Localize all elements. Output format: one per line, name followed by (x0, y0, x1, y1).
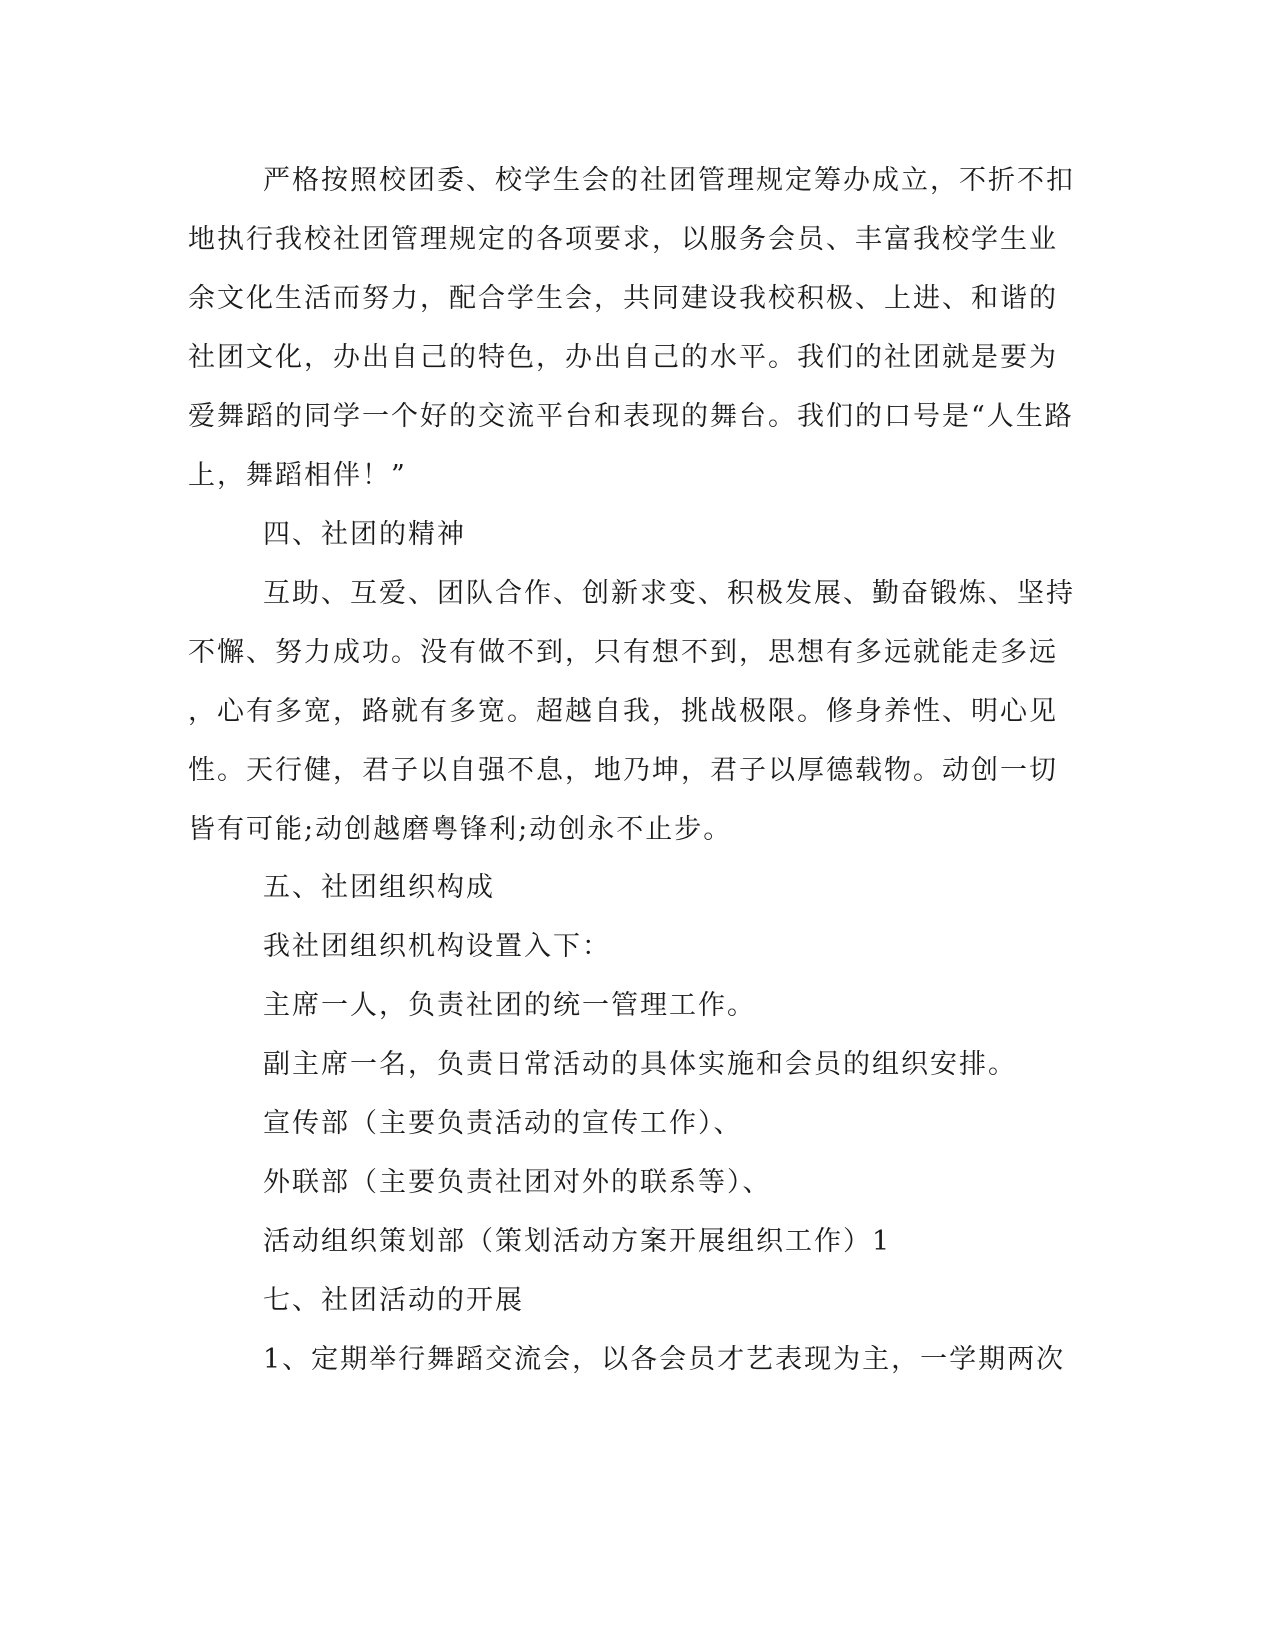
section-heading: 四、社团的精神 (263, 519, 466, 550)
paragraph-line: 1、定期举行舞蹈交流会，以各会员才艺表现为主，一学期两次 (263, 1344, 1066, 1375)
paragraph-line: 余文化生活而努力，配合学生会，共同建设我校积极、上进、和谐的 (188, 283, 1058, 314)
paragraph-line: 爱舞蹈的同学一个好的交流平台和表现的舞台。我们的口号是“人生路 (188, 401, 1074, 432)
list-item: 主席一人，负责社团的统一管理工作。 (263, 990, 756, 1021)
list-item: 副主席一名，负责日常活动的具体实施和会员的组织安排。 (263, 1049, 1017, 1080)
paragraph-line: 我社团组织机构设置入下： (263, 931, 611, 962)
list-item: 宣传部（主要负责活动的宣传工作）、 (263, 1108, 743, 1139)
paragraph-line: 不懈、努力成功。没有做不到，只有想不到，思想有多远就能走多远 (188, 637, 1058, 668)
list-item: 外联部（主要负责社团对外的联系等）、 (263, 1167, 772, 1198)
paragraph-line: 互助、互爱、团队合作、创新求变、积极发展、勤奋锻炼、坚持 (263, 578, 1075, 609)
paragraph-line: 严格按照校团委、校学生会的社团管理规定筹办成立，不折不扣 (263, 165, 1075, 196)
paragraph-line: 社团文化，办出自己的特色，办出自己的水平。我们的社团就是要为 (188, 342, 1058, 373)
paragraph-line: 性。天行健，君子以自强不息，地乃坤，君子以厚德载物。动创一切 (188, 755, 1058, 786)
list-item: 活动组织策划部（策划活动方案开展组织工作）1 (263, 1226, 892, 1257)
paragraph-line: 皆有可能;动创越磨粤锋利;动创永不止步。 (188, 814, 733, 845)
paragraph-line: ，心有多宽，路就有多宽。超越自我，挑战极限。修身养性、明心见 (188, 696, 1058, 727)
paragraph-line: 地执行我校社团管理规定的各项要求，以服务会员、丰富我校学生业 (188, 224, 1058, 255)
section-heading: 七、社团活动的开展 (263, 1285, 524, 1316)
paragraph-line: 上，舞蹈相伴！” (188, 460, 407, 491)
section-heading: 五、社团组织构成 (263, 872, 495, 903)
